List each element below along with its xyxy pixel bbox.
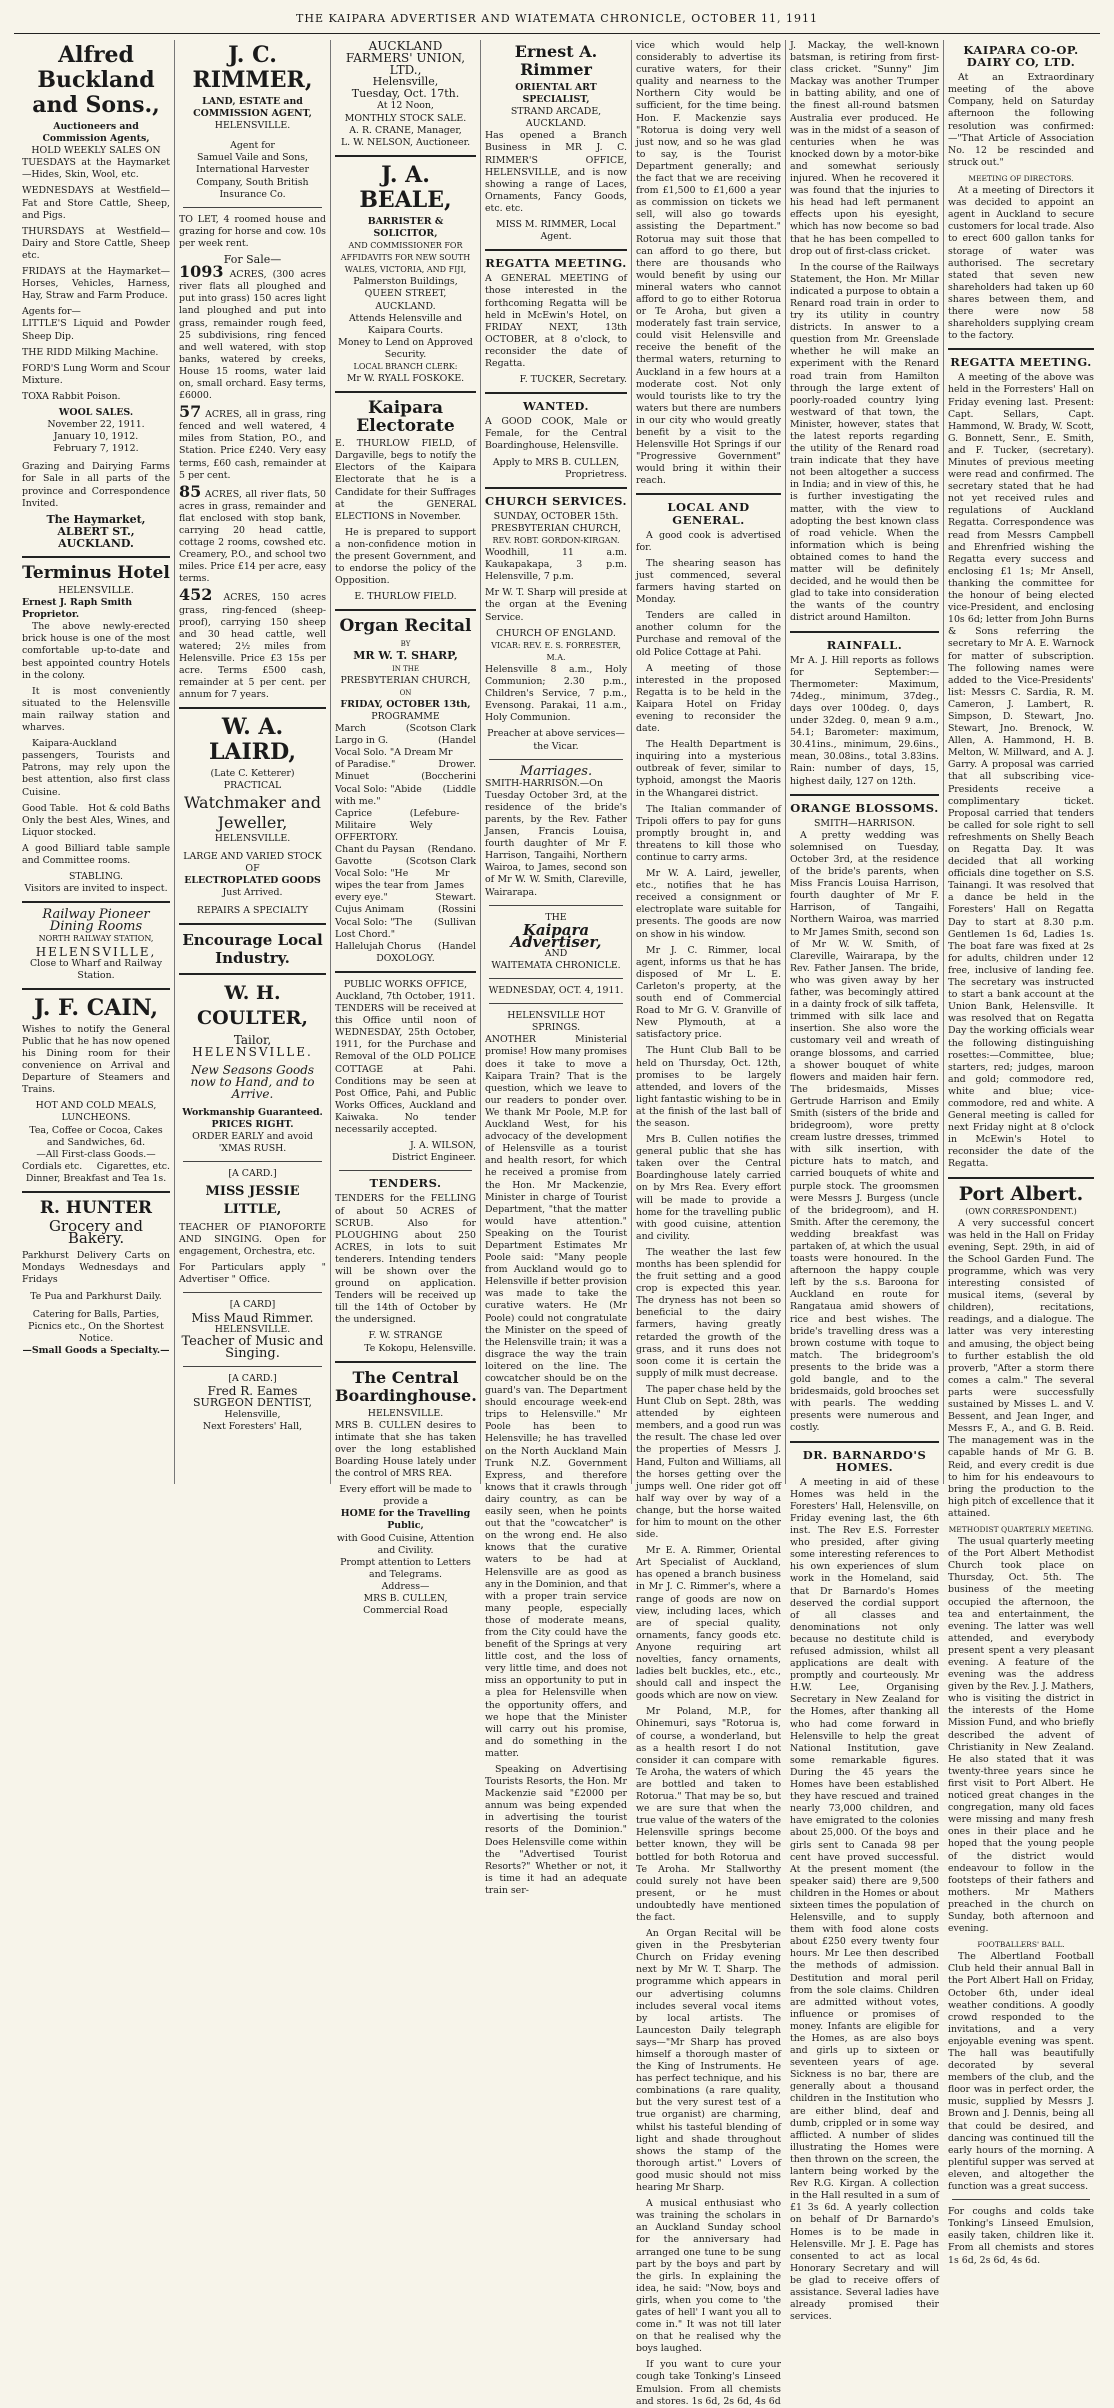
coulter-title: W. H. COULTER,: [196, 982, 309, 1030]
local-item: Mr Poland, M.P., for Ohinemuri, says "Rotorua is, of course, a wonderland, but as a health resort I do not consider it can compare with Te Aroha, the waters of which are bottled and taken to Rotorua." That may be so, but we are sure that when the true value of the waters of the Helensville springs become better known, they will be bottled for both Rotorua and Te Aroha. Mr Stallworthy could surely not have been present, or he must undoubtedly have mentioned the fact.: [636, 1706, 781, 1923]
fred-eames: Fred R. Eames: [207, 1384, 298, 1399]
programme-piece: Vocal Solo: "Abide with me.": [335, 783, 422, 807]
railways-text: In the course of the Railways Statement, the Hon. Mr Millar indicated a purpose to obtain a Renard road train in order to try its utility in country districts. In answer to a question from Mr. Greenslade whether he will make an experiment with the Renard road train from Hamilton through the large extent of poorly-roaded country lying westward of that town, the Minister, however, states that the latest reports regarding the utility of the Renard road train indicate that they have not been altogether a success in India; and in view of this, he is further investigating the matter, with the view to adopting the best known class of road vehicle. When the information which is being obtained comes to hand the matter will be definitely decided, and he would then be glad to take into consideration the wants of the country district around Hamilton.: [790, 261, 939, 624]
marriages-heading: Marriages.: [519, 763, 593, 779]
masthead-rule: [14, 33, 1100, 34]
directors-text: At a meeting of Directors it was decided to appoint an agent in Auckland to secure customers for local trade. Also to erect 600 gallon tanks for storage of water was authorised. The secretary stated that seven new shareholders had taken up 60 shares between them, and there were now 58 shareholders supplying cream to the factory.: [948, 185, 1094, 342]
marriage-text: SMITH-HARRISON.—On Tuesday October 3rd, at the residence of the bride's parents, by the Rev. Father Jansen, Francis Louisa, fourth daughter of Mr F. Harrison, Tangaihi, Northern Wairoa, to James, second son of Mr W. W. Smith, Clareville, Wairarapa.: [485, 777, 627, 898]
organ-sharp: MR W. T. SHARP,: [353, 649, 458, 663]
cullen-address: MRS B. CULLEN, Commercial Road: [363, 1593, 448, 1617]
sunday: SUNDAY, OCTOBER 15th.: [493, 510, 619, 522]
programme-piece: OFFERTORY.: [335, 831, 399, 843]
hunter-grocery: Grocery and Bakery.: [48, 1217, 144, 1248]
pwo-text: TENDERS will be received at this Office until noon of WEDNESDAY, 25th October, 1911, for the Purchase and Removal of the OLD POLICE COTTAGE at Pahi. Conditions may be seen at Post Office, Pahi, and Public Works Offices, Auckland and Kaiwaka. No tender necessarily accepted.: [335, 1003, 476, 1136]
fu-crane: A. R. CRANE, Manager,: [349, 124, 462, 136]
lot-acres: 1093: [179, 262, 224, 282]
maud-town: HELENSVILLE.: [214, 1323, 291, 1335]
branch-text: Has opened a Branch Business in MR J. C. RIMMER'S OFFICE, HELENSVILLE, and is now showing a range of Laces, Ornaments, Fancy Goods, etc. etc.: [485, 130, 627, 214]
order-early: ORDER EARLY and avoid 'XMAS RUSH.: [192, 1130, 313, 1154]
local-item: A meeting of those interested in the proposed Regatta is to be held in the Kaipara Hotel on Friday evening to reconsider the date.: [636, 662, 781, 735]
buckland-line: FRIDAYS at the Haymarket—Horses, Vehicles, Harness, Hay, Straw and Farm Produce.: [22, 266, 170, 302]
organ-by: BY: [400, 640, 411, 649]
haymarket: The Haymarket,: [46, 512, 146, 526]
barnardo-text: A meeting in aid of these Homes was held in the Foresters' Hall, Helensville, on Friday evening last, the 6th inst. The Rev E.S. Forrester who presided, after giving some interesting references to his own experiences of slum work in the Homeland, said that Dr Barnardo's Homes deserved the cordial support of all classes and denominations not only because no destitute child is refused admission, whilst all applications are dealt with promptly and courteously. Mr H.W. Lee, Organising Secretary in New Zealand for the Homes, after thanking all who had come forward in Helensville to help the great National Institution, gave some remarkable figures. During the 45 years the Homes have been established they have rescued and trained nearly 73,000 children, and have emigrated to the colonies about 25,000. Of the boys and girls sent to Canada 98 per cent have proved successful. At the present moment (the speaker said) there are 9,500 children in the Homes or about sixteen times the population of Helensville, and to supply them with food alone costs about £250 every twenty four hours. Mr Lee then described the methods of admission. Destitution and moral peril from the sole claims. Children are admitted without votes, influence or promises of money. Infants are eligible for the Homes, as are also boys and girls up to sixteen or seventeen years of age. Sickness is no bar, there are generally about a thousand children in the Institution who are either blind, deaf and dumb, crippled or in some way afflicted. A number of slides illustrating the Homes were then thrown on the screen, the lantern being worked by the Rev R.G. Kirgan. A collection in the Hall resulted in a sum of £1 3s 6d. A yearly collection on behalf of Dr Barnardo's Homes is to be made in Helensville. Mr J. E. Page has consented to act as local Honorary Secretary and will be glad to receive offers of assistance. Several ladies have already promised their services.: [790, 1476, 939, 2323]
little-apply: For Particulars apply " Advertiser " Office.: [179, 1262, 326, 1286]
programme-composer: (Rendano.: [427, 843, 476, 855]
programme: PROGRAMME: [371, 710, 440, 722]
rimmer-title: J. C. RIMMER,: [192, 42, 313, 93]
terminus-text: It is most conveniently situated to the Helensville main railway station and wharves.: [22, 685, 170, 734]
local-item: The weather the last few months has been splendid for the fruit setting and a good crop is expected this year. The dryness has not been so beneficial to the dairy farmers, having greatly retarded the growth of the grass, and it runs does not soon come it is certain the supply of milk must decrease.: [636, 1246, 781, 1379]
grazing: Grazing and Dairying Farms for Sale in all parts of the province and Correspondence Invited.: [22, 461, 170, 509]
small-goods: —Small Goods a Specialty.—: [22, 1344, 170, 1356]
methodist-text: The usual quarterly meeting of the Port Albert Methodist Church took place on Thursday, Oct. 5th. The business of the meeting occupied the afternoon, the tea and entertainment, the evening. The latter was well attended, and everybody present spent a very pleasant evening. A feature of the evening was the address given by the Rev. J. J. Mathers, who is visiting the district in the interests of the Home Mission Fund, and who briefly described the advent of Christianity in New Zealand. He also stated that it was twenty-three years since he first visit to Port Albert. He noticed great changes in the congregation, many old faces were missing and many fresh ones in their place and he hoped that the young people of the district would endeavour to follow in the footsteps of their fathers and mothers. Mr Mathers preached in the church on Sunday, both afternoon and evening.: [948, 1536, 1094, 1935]
organ-on: ON: [399, 688, 412, 697]
coe: CHURCH OF ENGLAND.: [496, 627, 616, 639]
local-item: Tenders are called in another column for the Purchase and removal of the old Police Cottage at Pahi.: [636, 610, 781, 658]
chronicle: WAITEMATA CHRONICLE.: [491, 960, 621, 971]
central-town: HELENSVILLE.: [367, 1407, 444, 1419]
programme-piece: Vocal Solo: "He wipes the tear from every eye.": [335, 868, 429, 904]
repairs: REPAIRS A SPECIALTY: [196, 904, 309, 916]
springs-text: ANOTHER Ministerial promise! How many promises does it take to move a Kaipara Train? That is the question, which we leave to our readers to ponder over. We thank Mr Poole, M.P. for Auckland West, for his advocacy of the development of Helensville as a tourist and health resort, for which he received a promise from the Hon. Mr Mackenzie, Minister in charge of Tourist Department, "that the matter would have attention." Speaking on the Tourist Department Estimates Mr Poole said: "Many people from Auckland would go to Helensville if better provision was made to take the curative waters. He (Mr Poole) could not congratulate the Minister on the speed of the Helensville train; it was a disgrace the way the train loitered on the line. The cowcatcher should be on the guard's van. The Department should encourage week-end trips to Helensville." Mr Poole has been to Helensville; he has travelled on the North Auckland Main Trunk N.Z. Government Express, and therefore knows that it crawls through dairy country, as can be easily seen, when he points out that the "cowcatcher" is on the wrong end. He also knows that the curative waters to be had at Helensville are as good as any in the Dominion, and that with a proper train service many people, especially those of moderate means, from the City could have the benefit of the Springs at very little cost, and the loss of very little time, and does not miss an opportunity to put in a plea for Helensville when the opportunity offers, and we hope that the Minister will carry out his promise, and do something in the matter.: [485, 1034, 627, 1759]
tenders-text: TENDERS for the FELLING of about 50 ACRES of SCRUB. Also for PLOUGHING about 250 ACRES, in lots to suit tenderers. Intending tenders will be shown over the ground on application. Tenders will be received up till the 14th of October by the undersigned.: [335, 1193, 476, 1326]
local-item: A good cook is advertised for.: [636, 529, 781, 553]
dinner: Dinner, Breakfast and Tea 1s.: [25, 1172, 167, 1184]
wedding-text: A pretty wedding was solemnised on Tuesday, October 3rd, at the residence of the bride's parents, when Miss Francis Louisa Harrison, fourth daughter of Mr F. Harrison, of Tangaihi, Northern Wairoa, was married to Mr James Smith, second son of Mr W. W. Smith, of Clareville, Wairarapa, by the Rev. Father Jansen. The bride, who was given away by her father, was becomingly attired in a dainty frock of silk taffeta, trimmed with silk lace and insertion. She also wore the customary veil and wreath of orange blossoms, and carried a shower bouquet of white flowers and maiden hair fern. The bridesmaids, Misses Gertrude Harrison and Emily Smith (sisters of the bride and bridegroom), wore pretty cream lustre dresses, trimmed with silk insertion, with picture hats to match, and carried bouquets of white and purple stock. The groomsmen were Messrs J. Burgess (uncle of the bridegroom), and H. Smith. After the ceremony, the wedding breakfast was partaken of, at which the usual toasts were honoured. In the afternoon the happy couple left by the s.s. Baroona for Auckland en route for Rangataua amid showers of rice and best wishes. The bride's travelling dress was a brown costume with toque to match. The bridegroom's presents to the bride was a gold bangle, and to the bridesmaids, gold brooches set with pearls. The wedding presents were numerous and costly.: [790, 829, 939, 1434]
column-rule: [943, 40, 944, 1484]
column-4: [485, 40, 627, 1896]
doxology: DOXOLOGY.: [376, 952, 435, 964]
vicar: VICAR: REV. E. S. FORRESTER, M.A.: [491, 640, 621, 662]
a-card: [A CARD.]: [228, 1372, 277, 1384]
coop-text: At an Extraordinary meeting of the above Company, held on Saturday afternoon the following resolution was confirmed:—"That Article of Association No. 12 be rescinded and struck out.": [948, 72, 1094, 168]
fu-town: Helensville,: [372, 75, 439, 89]
programme-item: [335, 771, 476, 783]
orange-heading: ORANGE BLOSSOMS.: [790, 800, 939, 815]
cain-text: Wishes to notify the General Public that he has now opened his Dining room for their convenience on Arrival and Departure of Steamers and Trains.: [22, 1023, 170, 1096]
teacher-music: Teacher of Music and Singing.: [181, 1333, 324, 1361]
and: AND: [544, 947, 568, 959]
palmerston: Palmerston Buildings,: [353, 276, 458, 288]
column-rule: [330, 40, 331, 1484]
comfort: with Good Cuisine, Attention and Civility.: [336, 1532, 475, 1556]
church-heading: CHURCH SERVICES.: [485, 493, 627, 508]
fu-monthly: MONTHLY STOCK SALE.: [344, 112, 467, 124]
railway-dining: Railway Pioneer Dining Rooms: [42, 907, 150, 935]
strange: F. W. STRANGE: [368, 1330, 443, 1342]
local-item: Mr E. A. Rimmer, Oriental Art Specialist of Auckland, has opened a branch business in Mr J. C. Rimmer's, where a range of goods are now on view, including laces, which are of special quality, ornaments, fancy goods etc. Anyone requiring art novelties, fancy ornaments, ladies belt buckles, etc., etc., should call and inspect the goods which are now on view.: [636, 1545, 781, 1702]
local-item: An Organ Recital will be given in the Presbyterian Church on Friday evening next by Mr W. T. Sharp. The programme which appears in our advertising columns includes several vocal items by local artists. The Launceston Daily telegraph says—"Mr Sharp has proved himself a thorough master of the King of Instruments. He has perfect technique, and his combinations (a rare quality, but the very surest test of a true organist) are charming, whilst his tasteful blending of light and shade throughout shows the stamp of the thorough artist." Lovers of good music should not miss hearing Mr Sharp.: [636, 1928, 781, 2194]
laird-title: W. A. LAIRD,: [208, 714, 297, 766]
tea-coffee: Tea, Coffee or Cocoa, Cakes and Sandwiches, 6d.: [29, 1124, 163, 1148]
tenders-heading: TENDERS.: [369, 1176, 442, 1191]
programme-piece: Vocal Solo: "The Lost Chord.": [335, 916, 413, 940]
barnardo-heading: DR. BARNARDO'S HOMES.: [802, 1447, 927, 1474]
ball-heading: FOOTBALLERS' BALL.: [977, 1940, 1065, 1950]
programme-composer: (Boccherini: [421, 771, 476, 783]
agent-for: Agent for: [230, 140, 275, 152]
programme-item: [335, 747, 476, 771]
springs-continued: vice which would help considerably to advertise its curative waters, for their quality and nearness to the Northern City would be sufficient, for the time being. Hon. F. Mackenzie says "Rotorua is doing very well just now, and so he was glad to say, is the Tourist Department generally; and the fact that we are receiving from £1,500 to £1,600 a year as commission on tickets we sell, will also go towards assisting the Department." Rotorua may suit those that can afford to go there, but there are thousands who would benefit by using our mineral waters who cannot afford to go to either Rotorua or Te Aroha, but given a moderately fast train service, could visit Helensville and receive the benefit of the thermal waters, returning to Auckland in a few hours at a moderate cost. Not only would tourists like to try the waters but there are numbers in our city who would greatly benefit by a visit to the Helensville Hot Springs if our "Progressive Government" would bring it within their reach.: [636, 40, 781, 487]
programme-item: [335, 856, 476, 868]
buckland-line: TUESDAYS at the Haymarket—Hides, Skin, Wool, etc.: [22, 157, 170, 181]
port-text: A very successful concert was held in the Hall on Friday evening, Sept. 29th, in aid of the School Garden Fund. The programme, which was very interesting consisted of musical items, (several by children), recitations, readings, and a dialogue. The latter was very interesting and amusing, the object being to further establish the old proverb, "After a storm there comes a calm." The several parts were successfully sustained by Misses L. and V. Bessent, and Jean Inger, and Messrs F., A., and G. B. Reid. The management was in the capable hands of Mr G. B. Reid, and every credit is due to him for his endeavours to bring the production to the high pitch of excellence that it attained.: [948, 1217, 1094, 1519]
local-item: If you want to cure your cough take Tonking's Linseed Emulsion. From all chemists and stores. 1s 6d, 2s 6d, 4s 6d: [636, 2359, 781, 2407]
terminus-text: Kaipara-Auckland passengers, Tourists and Patrons, may rely upon the best attention, also first class Cuisine.: [22, 738, 170, 798]
tailor: Tailor,: [233, 1033, 272, 1048]
next-foresters: Next Foresters' Hall,: [202, 1421, 303, 1433]
branch-clerk: LOCAL BRANCH CLERK:: [353, 361, 458, 371]
agencies: Samuel Vaile and Sons, International Harvester Company, South British Insurance Co.: [196, 152, 309, 200]
programme-composer: Mr James Stewart.: [435, 868, 477, 904]
lot-acres: 85: [179, 481, 202, 501]
ea-rimmer: Ernest A. Rimmer: [514, 42, 598, 79]
programme-piece: March: [335, 723, 366, 735]
column-rule: [480, 40, 481, 1484]
maud-rimmer: Miss Maud Rimmer.: [191, 1310, 314, 1325]
buckland-line: WEDNESDAYS at Westfield—Fat and Store Cattle, Sheep, and Pigs.: [22, 185, 170, 221]
springs-text: Speaking on Advertising Tourists Resorts, the Hon. Mr Mackenzie said "£2000 per annum was being expended in advertising the tourist resorts of the Dominion." Does Helensville come within the "Advertised Tourist Resorts?" Whether or not, it is time it had an adequate train ser-: [485, 1764, 627, 1896]
close-to-wharf: Close to Wharf and Railway Station.: [29, 957, 163, 981]
cordials: Cordials etc.: [22, 1160, 83, 1172]
programme-composer: (Lefebure-Wely: [409, 807, 460, 831]
agents-line: FORD'S Lung Worm and Scour Mixture.: [22, 362, 170, 386]
programme-composer: (Handel: [437, 735, 476, 747]
rainfall-heading: RAINFALL.: [826, 637, 903, 652]
baths: Hot & cold Baths: [88, 802, 170, 814]
electroplated: ELECTROPLATED GOODS: [184, 874, 321, 886]
helensville: HELENSVILLE,: [35, 944, 157, 959]
programme-item: [335, 832, 476, 844]
cain-title: J. F. CAIN,: [34, 994, 158, 1021]
coulter-town: HELENSVILLE.: [192, 1045, 313, 1060]
buckland-address: ALBERT ST., AUCKLAND.: [57, 524, 135, 550]
masthead: [0, 0, 1114, 34]
agents-for: Agents for—: [22, 306, 81, 318]
methodist-heading: METHODIST QUARTERLY MEETING.: [948, 1524, 1094, 1534]
rev-kirgan: REV. ROBT. GORDON-KIRGAN.: [492, 536, 620, 545]
programme-item: [335, 868, 476, 904]
agents-line: TOXA Rabbit Poison.: [22, 390, 121, 402]
practical: PRACTICAL: [223, 780, 282, 792]
stock: LARGE AND VARIED STOCK OF: [183, 850, 322, 874]
programme-item: [335, 723, 476, 735]
tepua: Te Pua and Parkhurst Daily.: [30, 1290, 162, 1302]
ball-text: The Albertland Football Club held their annual Ball in the Port Albert Hall on Friday, October 6th, under ideal weather conditions. A goodly crowd responded to the invitations, and a very enjoyable evening was spent. The hall was beautifully decorated by several members of the club, and the floor was in perfect order, the music, supplied by Messrs J. Brown and J. Dennis, being all that could be desired, and dancing was continued till the early hours of the morning. A plentiful supper was served at eleven, and altogether the function was a great success.: [948, 1951, 1094, 2193]
programme-composer: (Handel: [437, 940, 476, 952]
wilson: J. A. WILSON,: [410, 1140, 476, 1152]
jessie-little: MISS JESSIE LITTLE,: [205, 1184, 300, 1217]
springs-heading: HELENSVILLE HOT SPRINGS.: [507, 1010, 605, 1034]
terminus-text: The above newly-erected brick house is one of the most comfortable up-to-date and best appointed country Hotels in the colony.: [22, 621, 170, 681]
masthead-title: THE KAIPARA ADVERTISER AND WIATEMATA CHRONICLE, OCTOBER 11, 1911: [296, 12, 818, 25]
north-station: NORTH RAILWAY STATION,: [38, 934, 154, 944]
programme-composer: Mr Drower.: [438, 747, 476, 771]
programme-piece: Gavotte: [335, 856, 373, 868]
regatta-heading: REGATTA MEETING.: [485, 256, 627, 271]
pwo-date: Auckland, 7th October, 1911.: [335, 991, 476, 1002]
column-5: [636, 40, 781, 2407]
local-items: [636, 530, 781, 2408]
directors-heading: MEETING OF DIRECTORS.: [968, 173, 1074, 183]
local-agent: MISS M. RIMMER, Local Agent.: [495, 219, 617, 243]
coe-services: Helensville 8 a.m., Holy Communion; 2.30 p.m., Children's Service, 7 p.m., Evensong. Parakai, 11 a.m., Holy Communion.: [485, 663, 627, 724]
presbyterian: PRESBYTERIAN CHURCH,: [491, 522, 621, 534]
local-item: The Health Department is inquiring into a mysterious outbreak of fever, similar to typhoid, amongst the Maoris in the Whangarei district.: [636, 739, 781, 799]
billiard: A good Billiard table sample and Committee rooms.: [22, 842, 170, 866]
regatta-text: A GENERAL MEETING of those interested in the forthcoming Regatta will be held in McEwin's Hotel, on FRIDAY NEXT, 13th OCTOBER, at 8 o'clock, to reconsider the date of Regatta.: [485, 273, 627, 369]
lot-text: ACRES, (300 acres river flats all ploughed and put into grass) 150 acres light land ploughed and put into grass, remainder rough feed, 25 subdivisions, ring fenced and well watered, with stop banks, watered by creeks, House 15 rooms, water laid on, small orchard. Easy terms, £6000.: [179, 269, 326, 402]
district-engineer: District Engineer.: [391, 1152, 476, 1164]
column-rule: [174, 40, 175, 1484]
local-item: The Hunt Club Ball to be held on Thursday, Oct. 12th, promises to be largely attended, and lovers of the light fantastic wishing to be in at the finish of the last ball of the season.: [636, 1045, 781, 1129]
a-card: [A CARD]: [229, 1299, 276, 1311]
buckland-subtitle: Auctioneers and Commission Agents,: [42, 121, 150, 145]
for-sale: For Sale—: [223, 253, 282, 267]
farmers-union: FARMERS' UNION, LTD.,: [345, 51, 466, 78]
money: Money to Lend on Approved Security.: [338, 336, 473, 360]
programme-piece: Vocal Solo. "A Dream of Paradise.": [335, 747, 436, 771]
port-albert: Port Albert.: [958, 1182, 1084, 1205]
laird-town: HELENSVILLE.: [214, 832, 291, 844]
attends: Attends Helensville and Kaipara Courts.: [348, 312, 463, 336]
programme-item: [335, 784, 476, 808]
commissioner: AND COMMISSIONER FOR AFFIDAVITS FOR NEW SOUTH WALES, VICTORIA, AND FIJI,: [340, 241, 471, 275]
laird-late: (Late C. Ketterer): [210, 768, 295, 780]
kaipara-electorate: Kaipara Electorate: [356, 398, 455, 437]
buckland-line: THURSDAYS at Westfield—Dairy and Store Cattle, Sheep etc.: [22, 225, 170, 261]
fu-nelson: L. W. NELSON, Auctioneer.: [340, 136, 471, 148]
programme-item: [335, 844, 476, 856]
lot-acres: 452: [179, 585, 213, 605]
own-correspondent: (OWN CORRESPONDENT.): [965, 1206, 1077, 1216]
rimmer-land: LAND, ESTATE and COMMISSION AGENT,: [193, 96, 312, 120]
buckland-sales: HOLD WEEKLY SALES ON: [31, 145, 161, 157]
little-text: TEACHER OF PIANOFORTE AND SINGING. Open for engagement, Orchestra, etc.: [179, 1222, 326, 1258]
beale-title: J. A. BEALE,: [359, 161, 452, 213]
programme-piece: Hallelujah Chorus: [335, 940, 422, 952]
every-effort: Every effort will be made to provide a: [339, 1484, 472, 1508]
watchmaker: Watchmaker and Jeweller,: [184, 792, 321, 832]
parkhurst: Parkhurst Delivery Carts on Mondays Wednesdays and Fridays: [22, 1250, 170, 1286]
local-item: A musical enthusiast who was training the scholars in an Auckland Sunday school for the anniversary had arranged one tune to be sung part by the boys and part by the girls. In explaining the idea, he said: "Now, boys and girls, when you come to 'the gates of hell' I want you all to come in." It was not till later on that he realised why the boys laughed.: [636, 2198, 781, 2355]
smith-harrison: SMITH—HARRISON.: [814, 817, 915, 829]
column-3: [335, 39, 477, 1617]
column-7: [948, 40, 1094, 2266]
the: THE: [545, 911, 567, 923]
eames-town: Helensville,: [224, 1409, 281, 1421]
new-seasons: New Seasons Goods now to Hand, and to Arrive.: [190, 1063, 315, 1102]
local-item: Mr W. A. Laird, jeweller, etc., notifies that he has received a consignment or electroplate ware suitable for presents. The goods are now on show in his window.: [636, 868, 781, 940]
programme-composer: (Rossini: [437, 904, 476, 916]
local-item: The shearing season has just commenced, several farmers having started on Monday.: [636, 557, 781, 606]
central-boardinghouse: The Central Boardinghouse.: [335, 1367, 477, 1405]
programme-piece: Chant du Paysan: [335, 843, 415, 855]
surgeon-dentist: SURGEON DENTIST,: [193, 1396, 312, 1410]
programme-item: [335, 808, 476, 832]
workmanship: Workmanship Guaranteed. PRICES RIGHT.: [182, 1106, 323, 1130]
programme-piece: Minuet: [335, 771, 369, 783]
foskee: Mr W. RYALL FOSKOKE.: [346, 373, 465, 385]
ales: Only the best Ales, Wines, and Liquor stocked.: [22, 814, 170, 838]
cigarettes: Cigarettes, etc.: [96, 1160, 170, 1172]
programme-composer: (Liddle: [442, 783, 476, 795]
wool-date: November 22, 1911.: [47, 419, 145, 431]
regatta-meeting-text: A meeting of the above was held in the Forresters' Hall on Friday evening last. Present: Capt. Sellars, Capt. Hammond, W. Brady, W. Scott, G. Bonnett, Senr., E. Smith, and F. Tucker, (secretary). Minutes of previous meeting were read and confirmed. The secretary stated that he had not yet received rules and regulations of Auckland Regatta. Correspondence was read from Messrs Campbell and Ehrenfried wishing the Regatta every success and enclosing £1 1s; Mr Ansell, thanking the committee for the honour of being elected vice-President, and enclosing 10s 6d; letter from John Burns & Sons referring the secretary to Mr A. E. Warnock for matter of subscription. The following names were added to the Vice-Presidents' list: Messrs C. Sardia, R. M. Cameron, J. Lambert, R. Simpson, D. Stewart, Jno. Stewart, Jno. Brenock, W. Allen, A. Hammond, H. B. Melton, W. Millward, and A. J. Garry. A proposal was carried that all subscribing vice-Presidents receive a complimentary ticket. Proposal carried that tenders be called for sole right to sell refreshments on Shelly Beach on Regatta Day. It was decided that all working officials dine together on S.S. Tainangi. It was resolved that a dance be held in the Foresters' Hall on Regatta Day to start at 8.30 p.m. Gentlemen 1s 6d, Ladies 1s. The boat fare was fixed at 2s for adults, children under 12 free, inclusive of landing fee. The secretary was instructed to start a bank account at the Union Bank, Helensville. It was resolved that on Regatta Day the working officials wear the following distinguishing rosettes:—Committee, blue; starters, red; judges, maroon and gold; commodore red, white and blue; vice-commodore, red and white. A General meeting is called for next Friday night at 8 o'clock in McEwin's Hotel to reconsider the date of the Regatta.: [948, 372, 1094, 1170]
wanted-text: A GOOD COOK, Male or Female, for the Central Boardinghouse, Helensville.: [485, 416, 627, 452]
agents-line: THE RIDD Milking Machine.: [22, 346, 159, 358]
column-1: [22, 40, 170, 1488]
pwo-title: PUBLIC WORKS OFFICE,: [343, 978, 468, 990]
rimmer-town: HELENSVILLE.: [214, 120, 291, 132]
a-card: [A CARD.]: [228, 1167, 277, 1179]
terminus-proprietor: Ernest J. Raph Smith Proprietor.: [22, 597, 133, 621]
local-item: Mr J. C. Rimmer, local agent, informs us that he has disposed of Mr L. E. Carleton's property, at the south end of Commercial Road to Mr G. V. Granville of New Plymouth, at a satisfactory price.: [636, 944, 781, 1041]
organ-friday: FRIDAY, OCTOBER 13th,: [340, 698, 471, 710]
issue-date: WEDNESDAY, OCT. 4, 1911.: [488, 985, 624, 997]
terminus-town: HELENSVILLE.: [58, 585, 134, 596]
apply: Apply to MRS B. CULLEN,: [492, 456, 620, 468]
strand: STRAND ARCADE, AUCKLAND.: [510, 106, 602, 130]
column-rule: [631, 40, 632, 1484]
lot-acres: 57: [179, 402, 202, 422]
programme-composer: (Scotson Clark: [405, 856, 476, 868]
queen-street: QUEEN STREET, AUCKLAND.: [364, 288, 447, 312]
lot-text: ACRES, all in grass, ring fenced and well watered, 4 miles from Station, P.O., and Station. Price £240. Very easy terms, £60 cash, remainder at 5 per cent.: [179, 409, 327, 481]
kokopu: Te Kokopu, Helensville.: [364, 1342, 476, 1354]
field-text: E. THURLOW FIELD, of Dargaville, begs to notify the Electors of the Kaipara Electorate that he is a Candidate for their Suffrages at the GENERAL ELECTIONS in November.: [335, 438, 476, 522]
first-class: —All First-class Goods.—: [36, 1148, 156, 1160]
encourage: Encourage Local Industry.: [182, 931, 323, 968]
oriental: ORIENTAL ART SPECIALIST,: [515, 82, 597, 106]
wool-sales: WOOL SALES.: [58, 406, 134, 418]
rainfall-text: Mr A. J. Hill reports as follows for September:—Thermometer: Maximum, 74deg., minimum, 37deg., days over 100deg. 0, days under 32deg. 0, mean 9 a.m., 54.1; Barometer: maximum, 30.41ins., minimum, 29.6ins., mean, 30.08ins., total 3.83ins. Rain: number of days, 15, highest daily, 127 on 12th.: [790, 654, 939, 787]
local-item: Mrs B. Cullen notifies the general public that she has taken over the Central Boardinghouse lately carried on by Mrs Rea. Every effort will be made to provide a home for the travelling public with good cuisine, attention and civility.: [636, 1134, 781, 1242]
stabling: STABLING.: [68, 871, 124, 883]
organ-recital: Organ Recital: [339, 616, 472, 637]
programme-item: [335, 917, 476, 941]
fu-date: Tuesday, Oct. 17th.: [351, 87, 460, 101]
field-signature: E. THURLOW FIELD.: [354, 591, 457, 603]
home-public: HOME for the Travelling Public,: [340, 1508, 471, 1532]
barrister: BARRISTER & SOLICITOR,: [367, 215, 444, 239]
hot-meals: HOT AND COLD MEALS, LUNCHEONS.: [35, 1100, 157, 1124]
tucker: F. TUCKER, Secretary.: [519, 374, 627, 386]
just-arrived: Just Arrived.: [222, 886, 283, 898]
programme-piece: Cujus Animam: [335, 904, 405, 916]
buckland-title: Alfred Buckland and Sons.,: [32, 42, 160, 118]
lot-text: ACRES, all river flats, 50 acres in grass, remainder and flat enclosed with stop bank, carrying 20 head cattle, cottage 2 rooms, cowshed etc. Creamery, P.O., and school two miles. Price £14 per acre, easy terms.: [179, 488, 326, 585]
programme-item: [335, 904, 476, 916]
proprietress: Proprietress.: [565, 468, 627, 480]
wanted-heading: WANTED.: [522, 399, 589, 414]
programme-item: [335, 941, 476, 953]
local-general-heading: LOCAL AND GENERAL.: [667, 500, 750, 527]
wool-date: February 7, 1912.: [53, 443, 139, 455]
preacher: Preacher at above services—the Vicar.: [487, 728, 625, 752]
sharp-preside: Mr W. T. Sharp will preside at the organ at the Evening Service.: [485, 587, 627, 623]
field-text: He is prepared to support a non-confidence motion in the present Government, and to endorse the policy of the Opposition.: [335, 526, 476, 587]
address-label: Address—: [381, 1580, 430, 1592]
programme-piece: Caprice Militaire: [335, 807, 376, 831]
column-6: [790, 40, 939, 2323]
cullen-text: MRS B. CULLEN desires to intimate that she has taken over the long established Boarding House lately under the control of MRS REA.: [335, 1419, 476, 1480]
terminus-title: Terminus Hotel: [22, 563, 170, 583]
fu-noon: At 12 Noon,: [377, 100, 434, 112]
prompt: Prompt attention to Letters and Telegrams.: [340, 1556, 471, 1580]
programme-list: [335, 723, 476, 953]
lot-text: ACRES, 150 acres grass, ring-fenced (sheep-proof), carrying 150 sheep and 30 head cattle, well watered; 2½ miles from Helensville. Price £3 15s per acre. Terms £500 cash, remainder at 5 per cent. per annum for 7 years.: [179, 592, 327, 701]
catering: Catering for Balls, Parties, Picnics etc., On the Shortest Notice.: [28, 1308, 164, 1344]
organ-inthe: IN THE: [392, 664, 419, 673]
agents-line: LITTLE'S Liquid and Powder Sheep Dip.: [22, 318, 170, 342]
to-let: TO LET, 4 roomed house and grazing for horse and cow. 10s per week rent.: [179, 213, 326, 249]
column-2: [179, 40, 326, 1488]
paper-name: Kaipara Advertiser,: [510, 920, 602, 951]
hunter-title: R. HUNTER: [39, 1198, 153, 1219]
good-table: Good Table.: [22, 802, 79, 814]
wool-date: January 10, 1912.: [53, 431, 139, 443]
programme-item: [335, 735, 476, 747]
regatta-meeting-heading: REGATTA MEETING.: [950, 355, 1092, 370]
local-item: The Italian commander of Tripoli offers to pay for guns promptly brought in, and threatens to kill those who continue to carry arms.: [636, 803, 781, 863]
local-item: The paper chase held by the Hunt Club on Sept. 28th, was attended by eighteen members, and a good run was the result. The chase led over the properties of Messrs J. Hand, Fulton and Williams, all the horses getting over the jumps well. One rider got off half way over by way of a change, but the horse waited for him to mount on the other side.: [636, 1383, 781, 1541]
programme-piece: Largo in G.: [335, 735, 389, 747]
column-rule: [785, 40, 786, 1484]
coughs-text: For coughs and colds take Tonking's Linseed Emulsion, easily taken, children like it. From all chemists and stores 1s 6d, 2s 6d, 4s 6d.: [948, 2206, 1094, 2266]
programme-composer: (Sullivan: [433, 916, 476, 928]
programme-composer: (Scotson Clark: [405, 723, 476, 735]
auckland: AUCKLAND: [368, 39, 443, 53]
coop-heading: KAIPARA CO-OP. DAIRY CO, LTD.: [963, 43, 1079, 70]
mackay-text: J. Mackay, the well-known batsman, is retiring from first-class cricket. "Sunny" Jim Mackay was another Trumper in batting ability, and one of the finest all-round batsmen Australia ever produced. He was in the midst of a season of centuries when he was knocked down by a motor-bike and somewhat seriously injured. When he recovered it was found that the injuries to his head had left permanent effects upon his eyesight, which has now become so bad that he has been compelled to drop out of first-class cricket.: [790, 40, 939, 257]
organ-church: PRESBYTERIAN CHURCH,: [340, 674, 471, 686]
visitors: Visitors are invited to inspect.: [24, 883, 168, 895]
presb-services: Woodhill, 11 a.m. Kaukapakapa, 3 p.m. Helensville, 7 p.m.: [485, 547, 627, 583]
